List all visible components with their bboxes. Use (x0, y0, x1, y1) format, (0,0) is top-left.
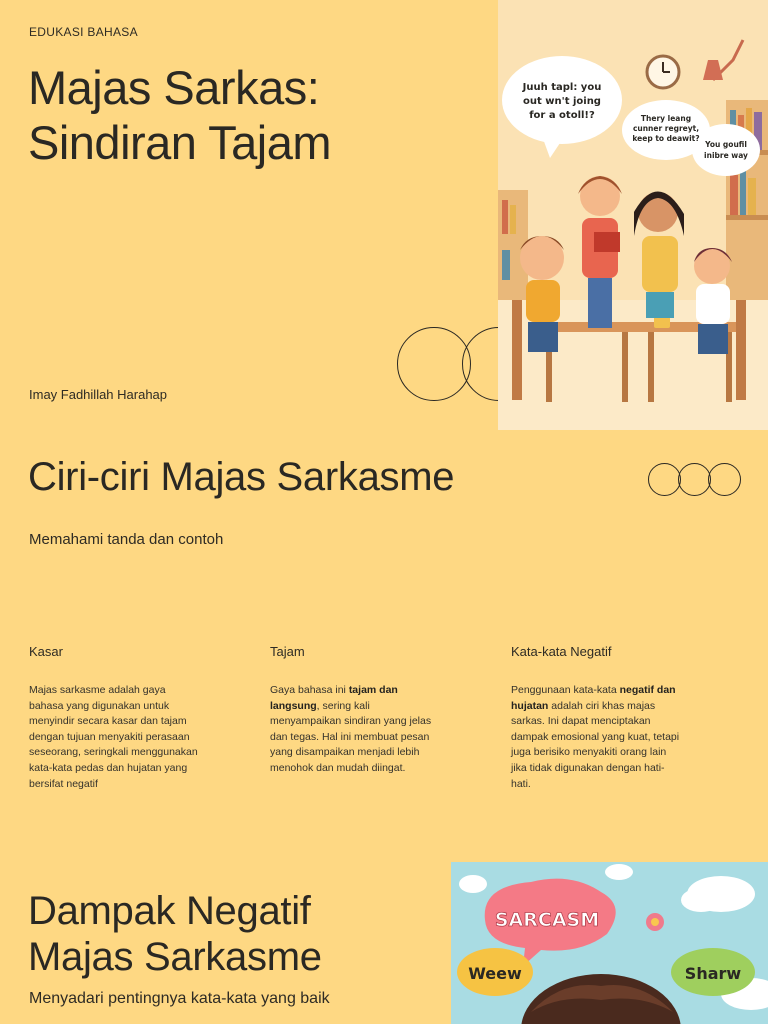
bubble1-line3: for a otoll!? (529, 110, 595, 121)
section-title-dampak (28, 888, 448, 980)
feature-column-kata-negatif (511, 644, 683, 792)
section-title-dampak-line2: Majas Sarkasme (28, 935, 322, 979)
section-subtitle-dampak: Menyadari pentingnya kata-kata yang baik (29, 990, 330, 1007)
section-title-dampak-line1: Dampak Negatif (28, 889, 311, 933)
decorative-ring (648, 463, 681, 496)
bubble2-line3: keep to deawit? (632, 134, 700, 143)
feature-heading: Kasar (29, 644, 63, 659)
sarcasm-bubble-text: SARCASM (494, 909, 600, 931)
feature-text: Penggunaan kata-kata negatif dan hujatan adalah ciri khas majas sarkas. Ini dapat menciptakan dampak emosional yang kuat, tetapi juga berisiko menyakiti orang lain jika tidak digunakan dengan hati-hati. (511, 684, 680, 790)
sarcasm-illustration (451, 862, 768, 1024)
section-title-ciri: Ciri-ciri Majas Sarkasme (28, 455, 455, 499)
classroom-illustration (498, 0, 768, 430)
bubble3-line2: inibre way (704, 151, 748, 160)
feature-column-kasar (29, 644, 201, 792)
weew-bubble-text: Weew (468, 964, 522, 983)
feature-heading: Kata-kata Negatif (511, 644, 612, 659)
bubble2-line1: Thery leang (640, 114, 692, 123)
page-title (28, 60, 488, 170)
author-name: Imay Fadhillah Harahap (29, 387, 168, 402)
feature-heading: Tajam (270, 644, 305, 659)
feature-column-tajam (270, 644, 442, 777)
feature-text: Gaya bahasa ini tajam dan langsung, sering kali menyampaikan sindiran yang jelas dan tegas. Hal ini membuat pesan yang disampaikan menjadi lebih menohok dan mudah diingat. (270, 684, 432, 774)
bubble2-line2: cunner regreyt, (632, 124, 700, 133)
feature-text: Majas sarkasme adalah gaya bahasa yang digunakan untuk menyindir secara kasar dan tajam dengan tujuan menyakiti perasaan seseorang, seringkali menggunakan kata-kata pedas dan hujatan yang bersifat negatif (29, 684, 198, 790)
bubble3-line1: You goufil (705, 140, 747, 149)
page-title-line1: Majas Sarkas: (28, 61, 320, 114)
bubble1-line2: out wn't joing (523, 96, 601, 107)
kicker-label: EDUKASI BAHASA (29, 25, 138, 39)
bubble1-line1: Juuh tapl: you (522, 82, 602, 93)
page-title-line2: Sindiran Tajam (28, 116, 332, 169)
decorative-ring (678, 463, 711, 496)
decorative-ring (708, 463, 741, 496)
section-subtitle-ciri: Memahami tanda dan contoh (29, 531, 224, 548)
decorative-ring (397, 327, 471, 401)
sharw-bubble-text: Sharw (684, 964, 742, 983)
